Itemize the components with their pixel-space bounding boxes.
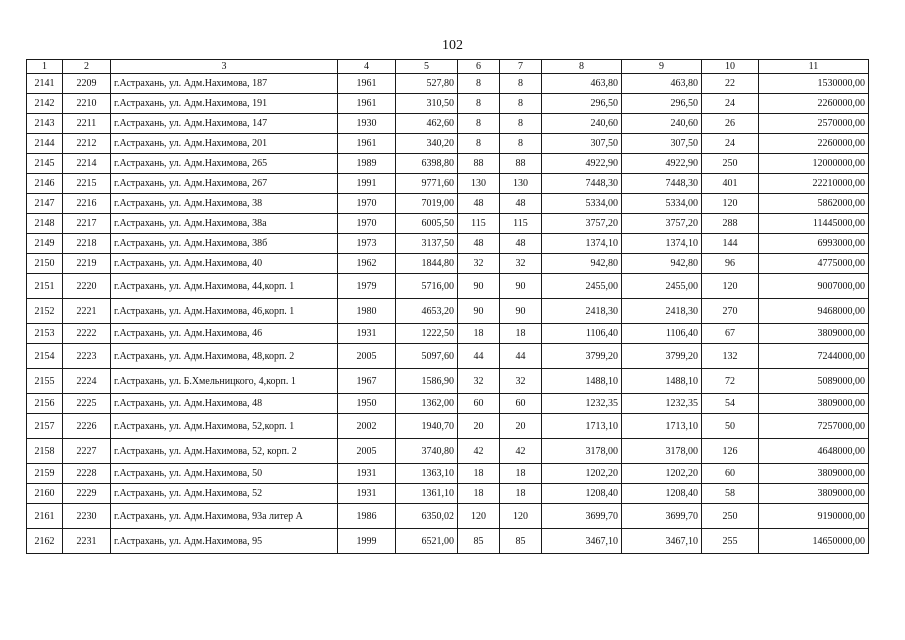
col7-count-cell: 120 [500, 504, 542, 529]
area-col9-cell: 7448,30 [622, 174, 702, 194]
year-built-cell: 1986 [338, 504, 396, 529]
area-col9-cell: 1488,10 [622, 369, 702, 394]
total-area-cell: 5097,60 [396, 344, 458, 369]
row-number-cell: 2156 [27, 394, 63, 414]
record-id-cell: 2210 [63, 94, 111, 114]
amount-cell: 9468000,00 [759, 299, 869, 324]
amount-cell: 9190000,00 [759, 504, 869, 529]
total-area-cell: 3137,50 [396, 234, 458, 254]
table-row [27, 484, 869, 504]
registry-table [26, 59, 869, 554]
col7-count-cell: 8 [500, 114, 542, 134]
page-number: 102 [442, 38, 463, 53]
col6-count-cell: 32 [458, 254, 500, 274]
row-number-cell: 2147 [27, 194, 63, 214]
col10-count-cell: 26 [702, 114, 759, 134]
table-row [27, 439, 869, 464]
area-col9-cell: 296,50 [622, 94, 702, 114]
column-header: 11 [759, 60, 869, 74]
col7-count-cell: 85 [500, 529, 542, 554]
row-number-cell: 2146 [27, 174, 63, 194]
record-id-cell: 2225 [63, 394, 111, 414]
table-row [27, 394, 869, 414]
amount-cell: 2260000,00 [759, 134, 869, 154]
table-row [27, 529, 869, 554]
col10-count-cell: 120 [702, 194, 759, 214]
amount-cell: 4775000,00 [759, 254, 869, 274]
column-header: 6 [458, 60, 500, 74]
col10-count-cell: 24 [702, 134, 759, 154]
col7-count-cell: 48 [500, 234, 542, 254]
address-cell: г.Астрахань, ул. Адм.Нахимова, 265 [111, 154, 338, 174]
year-built-cell: 1962 [338, 254, 396, 274]
area-col9-cell: 1713,10 [622, 414, 702, 439]
col10-count-cell: 120 [702, 274, 759, 299]
col6-count-cell: 90 [458, 299, 500, 324]
record-id-cell: 2214 [63, 154, 111, 174]
area-col8-cell: 1488,10 [542, 369, 622, 394]
address-cell: г.Астрахань, ул. Адм.Нахимова, 50 [111, 464, 338, 484]
column-header: 8 [542, 60, 622, 74]
table-row [27, 324, 869, 344]
row-number-cell: 2162 [27, 529, 63, 554]
col10-count-cell: 270 [702, 299, 759, 324]
column-header: 1 [27, 60, 63, 74]
col6-count-cell: 8 [458, 114, 500, 134]
column-header: 10 [702, 60, 759, 74]
col7-count-cell: 60 [500, 394, 542, 414]
address-cell: г.Астрахань, ул. Адм.Нахимова, 38 [111, 194, 338, 214]
amount-cell: 6993000,00 [759, 234, 869, 254]
table-row [27, 344, 869, 369]
address-cell: г.Астрахань, ул. Адм.Нахимова, 187 [111, 74, 338, 94]
col7-count-cell: 48 [500, 194, 542, 214]
area-col9-cell: 3467,10 [622, 529, 702, 554]
col7-count-cell: 32 [500, 369, 542, 394]
address-cell: г.Астрахань, ул. Адм.Нахимова, 191 [111, 94, 338, 114]
amount-cell: 5089000,00 [759, 369, 869, 394]
column-header: 4 [338, 60, 396, 74]
area-col9-cell: 1202,20 [622, 464, 702, 484]
table-row [27, 464, 869, 484]
total-area-cell: 6350,02 [396, 504, 458, 529]
record-id-cell: 2217 [63, 214, 111, 234]
record-id-cell: 2216 [63, 194, 111, 214]
table-row [27, 504, 869, 529]
col10-count-cell: 132 [702, 344, 759, 369]
col6-count-cell: 8 [458, 94, 500, 114]
amount-cell: 12000000,00 [759, 154, 869, 174]
amount-cell: 3809000,00 [759, 464, 869, 484]
area-col9-cell: 3757,20 [622, 214, 702, 234]
amount-cell: 7257000,00 [759, 414, 869, 439]
col6-count-cell: 18 [458, 464, 500, 484]
year-built-cell: 1973 [338, 234, 396, 254]
year-built-cell: 1931 [338, 324, 396, 344]
table-row [27, 174, 869, 194]
column-header: 9 [622, 60, 702, 74]
row-number-cell: 2158 [27, 439, 63, 464]
col6-count-cell: 44 [458, 344, 500, 369]
amount-cell: 4648000,00 [759, 439, 869, 464]
col10-count-cell: 72 [702, 369, 759, 394]
row-number-cell: 2161 [27, 504, 63, 529]
row-number-cell: 2157 [27, 414, 63, 439]
year-built-cell: 2005 [338, 439, 396, 464]
total-area-cell: 6005,50 [396, 214, 458, 234]
total-area-cell: 9771,60 [396, 174, 458, 194]
col10-count-cell: 144 [702, 234, 759, 254]
year-built-cell: 1970 [338, 214, 396, 234]
year-built-cell: 1950 [338, 394, 396, 414]
area-col9-cell: 3799,20 [622, 344, 702, 369]
area-col8-cell: 240,60 [542, 114, 622, 134]
area-col9-cell: 2455,00 [622, 274, 702, 299]
area-col9-cell: 1106,40 [622, 324, 702, 344]
amount-cell: 9007000,00 [759, 274, 869, 299]
amount-cell: 3809000,00 [759, 394, 869, 414]
col10-count-cell: 96 [702, 254, 759, 274]
amount-cell: 22210000,00 [759, 174, 869, 194]
year-built-cell: 1967 [338, 369, 396, 394]
area-col8-cell: 2455,00 [542, 274, 622, 299]
col7-count-cell: 8 [500, 94, 542, 114]
col6-count-cell: 8 [458, 134, 500, 154]
total-area-cell: 1363,10 [396, 464, 458, 484]
area-col9-cell: 2418,30 [622, 299, 702, 324]
area-col9-cell: 3699,70 [622, 504, 702, 529]
col6-count-cell: 120 [458, 504, 500, 529]
record-id-cell: 2218 [63, 234, 111, 254]
total-area-cell: 1222,50 [396, 324, 458, 344]
area-col9-cell: 942,80 [622, 254, 702, 274]
row-number-cell: 2150 [27, 254, 63, 274]
total-area-cell: 6398,80 [396, 154, 458, 174]
row-number-cell: 2142 [27, 94, 63, 114]
address-cell: г.Астрахань, ул. Адм.Нахимова, 40 [111, 254, 338, 274]
total-area-cell: 1362,00 [396, 394, 458, 414]
address-cell: г.Астрахань, ул. Адм.Нахимова, 95 [111, 529, 338, 554]
amount-cell: 3809000,00 [759, 324, 869, 344]
area-col8-cell: 3467,10 [542, 529, 622, 554]
address-cell: г.Астрахань, ул. Адм.Нахимова, 147 [111, 114, 338, 134]
col7-count-cell: 115 [500, 214, 542, 234]
col7-count-cell: 20 [500, 414, 542, 439]
row-number-cell: 2159 [27, 464, 63, 484]
area-col9-cell: 4922,90 [622, 154, 702, 174]
year-built-cell: 1961 [338, 94, 396, 114]
total-area-cell: 1361,10 [396, 484, 458, 504]
col6-count-cell: 115 [458, 214, 500, 234]
year-built-cell: 1970 [338, 194, 396, 214]
col6-count-cell: 20 [458, 414, 500, 439]
col7-count-cell: 42 [500, 439, 542, 464]
col7-count-cell: 90 [500, 299, 542, 324]
address-cell: г.Астрахань, ул. Адм.Нахимова, 44,корп. 1 [111, 274, 338, 299]
address-cell: г.Астрахань, ул. Адм.Нахимова, 52,корп. 1 [111, 414, 338, 439]
record-id-cell: 2222 [63, 324, 111, 344]
area-col8-cell: 7448,30 [542, 174, 622, 194]
area-col9-cell: 3178,00 [622, 439, 702, 464]
area-col8-cell: 1713,10 [542, 414, 622, 439]
col7-count-cell: 130 [500, 174, 542, 194]
area-col9-cell: 1374,10 [622, 234, 702, 254]
record-id-cell: 2231 [63, 529, 111, 554]
record-id-cell: 2212 [63, 134, 111, 154]
area-col8-cell: 1106,40 [542, 324, 622, 344]
address-cell: г.Астрахань, ул. Адм.Нахимова, 201 [111, 134, 338, 154]
table-row [27, 299, 869, 324]
area-col8-cell: 296,50 [542, 94, 622, 114]
area-col8-cell: 2418,30 [542, 299, 622, 324]
table-row [27, 74, 869, 94]
table-row [27, 274, 869, 299]
column-header: 7 [500, 60, 542, 74]
total-area-cell: 1940,70 [396, 414, 458, 439]
amount-cell: 7244000,00 [759, 344, 869, 369]
area-col8-cell: 942,80 [542, 254, 622, 274]
col6-count-cell: 85 [458, 529, 500, 554]
amount-cell: 5862000,00 [759, 194, 869, 214]
address-cell: г.Астрахань, ул. Адм.Нахимова, 46,корп. 1 [111, 299, 338, 324]
col7-count-cell: 18 [500, 484, 542, 504]
year-built-cell: 1961 [338, 134, 396, 154]
total-area-cell: 6521,00 [396, 529, 458, 554]
row-number-cell: 2155 [27, 369, 63, 394]
col10-count-cell: 60 [702, 464, 759, 484]
record-id-cell: 2226 [63, 414, 111, 439]
total-area-cell: 1586,90 [396, 369, 458, 394]
amount-cell: 3809000,00 [759, 484, 869, 504]
year-built-cell: 1930 [338, 114, 396, 134]
row-number-cell: 2154 [27, 344, 63, 369]
col7-count-cell: 18 [500, 464, 542, 484]
record-id-cell: 2211 [63, 114, 111, 134]
table-row [27, 369, 869, 394]
col6-count-cell: 90 [458, 274, 500, 299]
col6-count-cell: 42 [458, 439, 500, 464]
record-id-cell: 2219 [63, 254, 111, 274]
address-cell: г.Астрахань, ул. Б.Хмельницкого, 4,корп. 1 [111, 369, 338, 394]
table-row [27, 134, 869, 154]
total-area-cell: 527,80 [396, 74, 458, 94]
amount-cell: 2260000,00 [759, 94, 869, 114]
amount-cell: 1530000,00 [759, 74, 869, 94]
area-col8-cell: 1374,10 [542, 234, 622, 254]
year-built-cell: 1989 [338, 154, 396, 174]
col10-count-cell: 24 [702, 94, 759, 114]
col6-count-cell: 32 [458, 369, 500, 394]
address-cell: г.Астрахань, ул. Адм.Нахимова, 38а [111, 214, 338, 234]
address-cell: г.Астрахань, ул. Адм.Нахимова, 52 [111, 484, 338, 504]
total-area-cell: 462,60 [396, 114, 458, 134]
col7-count-cell: 88 [500, 154, 542, 174]
column-header: 2 [63, 60, 111, 74]
col10-count-cell: 126 [702, 439, 759, 464]
header-row [27, 60, 869, 74]
registry-table-container [26, 59, 868, 554]
year-built-cell: 1931 [338, 484, 396, 504]
row-number-cell: 2143 [27, 114, 63, 134]
record-id-cell: 2209 [63, 74, 111, 94]
area-col8-cell: 5334,00 [542, 194, 622, 214]
col10-count-cell: 401 [702, 174, 759, 194]
area-col8-cell: 3178,00 [542, 439, 622, 464]
area-col8-cell: 463,80 [542, 74, 622, 94]
total-area-cell: 5716,00 [396, 274, 458, 299]
total-area-cell: 3740,80 [396, 439, 458, 464]
table-row [27, 214, 869, 234]
area-col9-cell: 1232,35 [622, 394, 702, 414]
year-built-cell: 2002 [338, 414, 396, 439]
total-area-cell: 1844,80 [396, 254, 458, 274]
area-col9-cell: 1208,40 [622, 484, 702, 504]
col7-count-cell: 32 [500, 254, 542, 274]
year-built-cell: 1979 [338, 274, 396, 299]
area-col8-cell: 1202,20 [542, 464, 622, 484]
table-row [27, 194, 869, 214]
col7-count-cell: 90 [500, 274, 542, 299]
record-id-cell: 2227 [63, 439, 111, 464]
col6-count-cell: 8 [458, 74, 500, 94]
col10-count-cell: 250 [702, 504, 759, 529]
row-number-cell: 2149 [27, 234, 63, 254]
column-header: 3 [111, 60, 338, 74]
row-number-cell: 2148 [27, 214, 63, 234]
record-id-cell: 2220 [63, 274, 111, 299]
col10-count-cell: 58 [702, 484, 759, 504]
address-cell: г.Астрахань, ул. Адм.Нахимова, 48,корп. 2 [111, 344, 338, 369]
address-cell: г.Астрахань, ул. Адм.Нахимова, 48 [111, 394, 338, 414]
address-cell: г.Астрахань, ул. Адм.Нахимова, 267 [111, 174, 338, 194]
area-col9-cell: 240,60 [622, 114, 702, 134]
total-area-cell: 340,20 [396, 134, 458, 154]
col6-count-cell: 48 [458, 194, 500, 214]
area-col8-cell: 1208,40 [542, 484, 622, 504]
col10-count-cell: 54 [702, 394, 759, 414]
record-id-cell: 2230 [63, 504, 111, 529]
address-cell: г.Астрахань, ул. Адм.Нахимова, 52, корп. 2 [111, 439, 338, 464]
amount-cell: 2570000,00 [759, 114, 869, 134]
col7-count-cell: 44 [500, 344, 542, 369]
row-number-cell: 2160 [27, 484, 63, 504]
col7-count-cell: 8 [500, 74, 542, 94]
area-col8-cell: 3757,20 [542, 214, 622, 234]
table-row [27, 154, 869, 174]
row-number-cell: 2153 [27, 324, 63, 344]
total-area-cell: 4653,20 [396, 299, 458, 324]
col10-count-cell: 250 [702, 154, 759, 174]
row-number-cell: 2144 [27, 134, 63, 154]
col7-count-cell: 18 [500, 324, 542, 344]
area-col9-cell: 307,50 [622, 134, 702, 154]
year-built-cell: 1931 [338, 464, 396, 484]
col10-count-cell: 50 [702, 414, 759, 439]
area-col8-cell: 3699,70 [542, 504, 622, 529]
table-row [27, 234, 869, 254]
record-id-cell: 2229 [63, 484, 111, 504]
address-cell: г.Астрахань, ул. Адм.Нахимова, 38б [111, 234, 338, 254]
table-row [27, 94, 869, 114]
address-cell: г.Астрахань, ул. Адм.Нахимова, 46 [111, 324, 338, 344]
amount-cell: 14650000,00 [759, 529, 869, 554]
column-header: 5 [396, 60, 458, 74]
col6-count-cell: 48 [458, 234, 500, 254]
total-area-cell: 7019,00 [396, 194, 458, 214]
year-built-cell: 1961 [338, 74, 396, 94]
record-id-cell: 2223 [63, 344, 111, 369]
col6-count-cell: 18 [458, 324, 500, 344]
address-cell: г.Астрахань, ул. Адм.Нахимова, 93а литер А [111, 504, 338, 529]
record-id-cell: 2221 [63, 299, 111, 324]
area-col8-cell: 307,50 [542, 134, 622, 154]
total-area-cell: 310,50 [396, 94, 458, 114]
record-id-cell: 2228 [63, 464, 111, 484]
area-col9-cell: 463,80 [622, 74, 702, 94]
year-built-cell: 1980 [338, 299, 396, 324]
col10-count-cell: 288 [702, 214, 759, 234]
col6-count-cell: 18 [458, 484, 500, 504]
col6-count-cell: 60 [458, 394, 500, 414]
area-col8-cell: 4922,90 [542, 154, 622, 174]
amount-cell: 11445000,00 [759, 214, 869, 234]
area-col9-cell: 5334,00 [622, 194, 702, 214]
row-number-cell: 2141 [27, 74, 63, 94]
col10-count-cell: 255 [702, 529, 759, 554]
area-col8-cell: 1232,35 [542, 394, 622, 414]
table-row [27, 414, 869, 439]
table-row [27, 114, 869, 134]
year-built-cell: 1999 [338, 529, 396, 554]
record-id-cell: 2224 [63, 369, 111, 394]
row-number-cell: 2145 [27, 154, 63, 174]
col6-count-cell: 88 [458, 154, 500, 174]
col10-count-cell: 67 [702, 324, 759, 344]
table-row [27, 254, 869, 274]
row-number-cell: 2151 [27, 274, 63, 299]
year-built-cell: 1991 [338, 174, 396, 194]
col10-count-cell: 22 [702, 74, 759, 94]
year-built-cell: 2005 [338, 344, 396, 369]
record-id-cell: 2215 [63, 174, 111, 194]
row-number-cell: 2152 [27, 299, 63, 324]
table-body [27, 74, 869, 554]
col6-count-cell: 130 [458, 174, 500, 194]
col7-count-cell: 8 [500, 134, 542, 154]
area-col8-cell: 3799,20 [542, 344, 622, 369]
